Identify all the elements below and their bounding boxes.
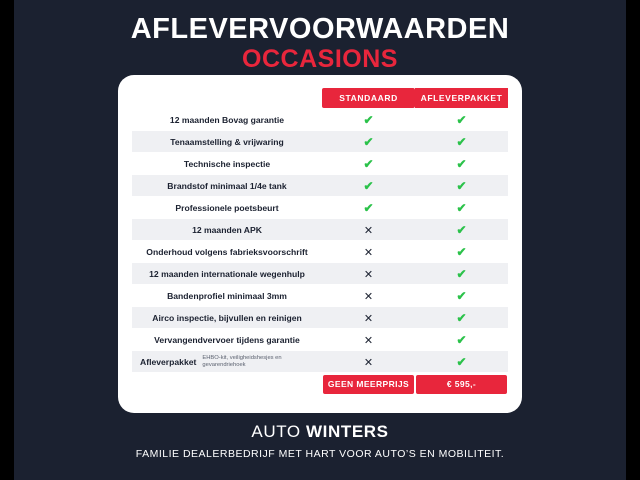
cross-icon: ✕ (363, 356, 374, 369)
price-row-label (132, 373, 322, 394)
cell-standaard (322, 219, 415, 240)
check-icon: ✔ (363, 178, 374, 193)
cell-afleverpakket (415, 351, 508, 372)
table-header-row (132, 88, 508, 108)
feature-label: Technische inspectie (183, 158, 271, 169)
feature-note-text: EHBO-kit, veiligheidshesjes en gevarendriehoek (202, 354, 282, 368)
check-icon: ✔ (456, 156, 467, 171)
table-row (132, 241, 508, 262)
check-icon: ✔ (456, 354, 467, 369)
feature-label: Brandstof minimaal 1/4e tank (132, 175, 322, 196)
letterbox-left (0, 0, 14, 480)
table-row (132, 153, 508, 174)
check-icon: ✔ (456, 310, 467, 325)
table-row (132, 329, 508, 350)
check-icon: ✔ (363, 112, 374, 127)
table-row (132, 307, 508, 328)
cell-standaard (322, 351, 415, 372)
price-cell-standaard (322, 373, 415, 394)
poster-header (0, 0, 640, 74)
cell-afleverpakket (415, 219, 508, 240)
brand-tagline: FAMILIE DEALERBEDRIJF MET HART VOOR AUTO’S EN MOBILITEIT. (135, 448, 505, 460)
cell-standaard (322, 131, 415, 152)
cross-icon: ✕ (363, 312, 374, 325)
cross-icon: ✕ (363, 246, 374, 259)
cell-afleverpakket (415, 307, 508, 328)
cell-standaard (322, 307, 415, 328)
cell-afleverpakket (415, 263, 508, 284)
cell-afleverpakket (415, 109, 508, 130)
cross-icon: ✕ (363, 268, 374, 281)
page-title: AFLEVERVOORWAARDEN (130, 13, 510, 45)
comparison-card (118, 75, 522, 413)
feature-label: 12 maanden internationale wegenhulp (132, 263, 322, 284)
cell-afleverpakket (415, 241, 508, 262)
check-icon: ✔ (456, 266, 467, 281)
table-row (132, 285, 508, 306)
cell-afleverpakket (415, 285, 508, 306)
cell-standaard (322, 285, 415, 306)
feature-label: Airco inspectie, bijvullen en reinigen (132, 307, 322, 328)
table-row (132, 351, 508, 372)
cell-afleverpakket (415, 153, 508, 174)
table-row (132, 197, 508, 218)
check-icon: ✔ (456, 288, 467, 303)
table-row (132, 219, 508, 240)
check-icon: ✔ (456, 112, 467, 127)
price-row (132, 373, 508, 394)
check-icon: ✔ (456, 332, 467, 347)
cross-icon: ✕ (363, 334, 374, 347)
check-icon: ✔ (456, 222, 467, 237)
brand-name (0, 422, 640, 442)
feature-label: 12 maanden APK (132, 219, 322, 240)
feature-label: Vervangendvervoer tijdens garantie (154, 334, 300, 345)
column-header-standaard: STANDAARD (322, 88, 415, 108)
check-icon: ✔ (456, 244, 467, 259)
feature-label: Onderhoud volgens fabrieksvoorschrift (146, 246, 308, 257)
cell-standaard (322, 263, 415, 284)
table-body (132, 109, 508, 372)
poster-footer (0, 422, 640, 460)
check-icon: ✔ (456, 178, 467, 193)
check-icon: ✔ (456, 200, 467, 215)
feature-label-text: Afleverpakket (140, 356, 197, 367)
cell-standaard (322, 241, 415, 262)
cell-standaard (322, 197, 415, 218)
cell-afleverpakket (415, 329, 508, 350)
cross-icon: ✕ (363, 224, 374, 237)
cell-afleverpakket (415, 197, 508, 218)
feature-label: Tenaamstelling & vrijwaring (132, 131, 322, 152)
brand-name-light: AUTO (251, 422, 307, 441)
feature-label: Professionele poetsbeurt (175, 202, 279, 213)
price-cell-afleverpakket (415, 373, 508, 394)
feature-label: 12 maanden Bovag garantie (169, 114, 285, 125)
cell-standaard (322, 175, 415, 196)
cell-afleverpakket (415, 175, 508, 196)
price-badge-afleverpakket: € 595,- (416, 375, 507, 394)
feature-label (132, 351, 322, 372)
cell-standaard (322, 329, 415, 350)
table-row (132, 109, 508, 130)
check-icon: ✔ (363, 200, 374, 215)
check-icon: ✔ (363, 156, 374, 171)
cell-standaard (322, 109, 415, 130)
check-icon: ✔ (456, 134, 467, 149)
feature-column-header (132, 88, 322, 108)
table-row (132, 131, 508, 152)
page-subtitle: OCCASIONS (242, 45, 398, 74)
brand-name-bold: WINTERS (306, 422, 389, 441)
table-row (132, 263, 508, 284)
column-header-afleverpakket: AFLEVERPAKKET (415, 88, 508, 108)
price-badge-standaard: GEEN MEERPRIJS (323, 375, 414, 394)
feature-label: Bandenprofiel minimaal 3mm (167, 290, 287, 301)
letterbox-right (626, 0, 640, 480)
cell-standaard (322, 153, 415, 174)
cell-afleverpakket (415, 131, 508, 152)
comparison-table (132, 87, 508, 395)
cross-icon: ✕ (363, 290, 374, 303)
check-icon: ✔ (363, 134, 374, 149)
table-row (132, 175, 508, 196)
